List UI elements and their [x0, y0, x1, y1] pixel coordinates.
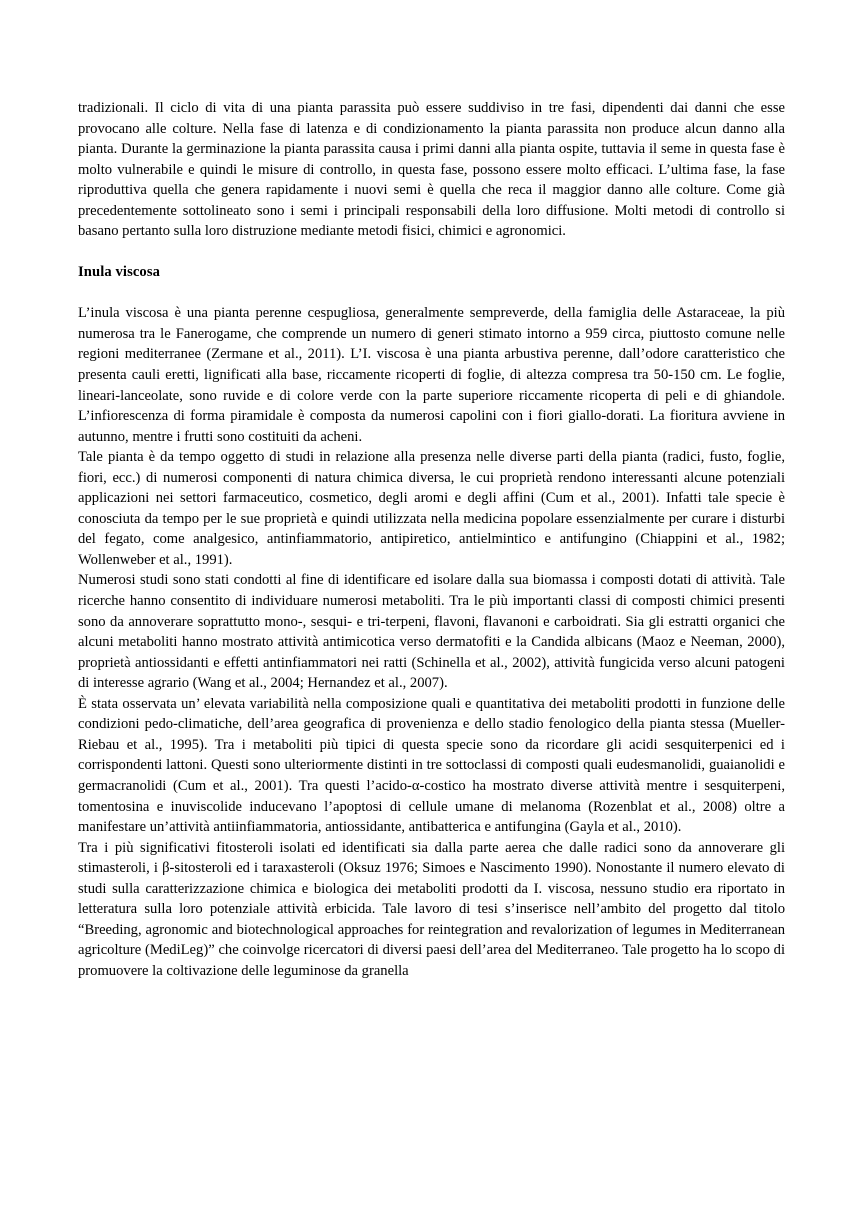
section-heading-inula-viscosa: Inula viscosa	[78, 264, 160, 281]
paragraph-variability-composition: È stata osservata un’ elevata variabilità nella composizione quali e quantitativa dei metaboliti prodotti in funzione delle condizioni pedo-climatiche, dell’area geografica di provenienza e dello stadio fenologico della pianta stessa (Mueller-Riebau et al., 1995). Tra i metaboliti più tipici di questa specie sono da ricordare gli acidi sesquiterpenici ed i corrispondenti lattoni. Questi sono ulteriormente distinti in tre sottoclassi di composti quali eudesmanolidi, guaianolidi e germacranolidi (Cum et al., 2001). Tra questi l’acido-α-costico ha mostrato diverse attività mentre i sesquiterpeni, tomentosina e inuviscolide inducevano l’apoptosi di cellule umane di melanoma (Rozenblat et al., 2008) oltre a manifestare un’attività antiinfiammatoria, antiossidante, antibatterica e antifungina (Gayla et al., 2010).	[78, 695, 785, 836]
paragraph-parasitic-plant-lifecycle: tradizionali. Il ciclo di vita di una pianta parassita può essere suddiviso in tre fasi, dipendenti dai danni che esse provocano alle colture. Nella fase di latenza e di condizionamento la pianta parassita non produce alcun danno alla pianta. Durante la germinazione la pianta parassita causa i primi danni alla pianta ospite, tuttavia il seme in questa fase è molto vulnerabile e quindi le misure di controllo, in questa fase, possono essere molto efficaci. L’ultima fase, la fase riproduttiva quella che genera rapidamente i nuovi semi è quella che reca il maggior danno alle colture. Come già precedentemente sottolineato sono i semi i principali responsabili della loro diffusione. Molti metodi di controllo si basano pertanto sulla loro distruzione mediante metodi fisici, chimici e agronomici.	[78, 100, 785, 240]
paragraph-metabolites-studies: Numerosi studi sono stati condotti al fine di identificare ed isolare dalla sua biomassa i composti dotati di attività. Tale ricerche hanno consentito di individuare numerosi metaboliti. Tra le più importanti classi di composti chimici presenti sono da annoverare soprattutto mono-, sesqui- e tri-terpeni, flavoni, flavanoni e carboidrati. Sia gli estratti organici che alcuni metaboliti hanno mostrato attività antimicotica verso dermatofiti e la Candida albicans (Maoz e Neeman, 2000), proprietà antiossidanti e effetti antinfiammatori nei ratti (Schinella et al., 2002), attività fungicida verso alcuni patogeni di interesse agrario (Wang et al., 2004; Hernandez et al., 2007).	[78, 572, 785, 692]
page-text-column	[78, 98, 785, 981]
paragraph-phytosterols-project: Tra i più significativi fitosteroli isolati ed identificati sia dalla parte aerea che dalle radici sono da annoverare gli stimasteroli, i β-sitosteroli ed i taraxasteroli (Oksuz 1976; Simoes e Nascimento 1990). Nonostante il numero elevato di studi sulla caratterizzazione chimica e biologica dei metaboliti prodotti da I. viscosa, nessuno studio era riportato in letteratura sulla loro potenziale attività erbicida. Tale lavoro di tesi s’inserisce nell’ambito del progetto dal titolo “Breeding, agronomic and biotechnological approaches for reintegration and revalorization of legumes in Mediterranean agricolture (MediLeg)” che coinvolge ricercatori di diversi paesi dell’area del Mediterraneo. Tale progetto ha lo scopo di promuovere la coltivazione delle leguminose da granella	[78, 839, 785, 979]
paragraph-chemical-components: Tale pianta è da tempo oggetto di studi in relazione alla presenza nelle diverse parti della pianta (radici, fusto, foglie, fiori, ecc.) di numerosi componenti di natura chimica diversa, le cui proprietà rendono interessanti alcune potenziali applicazioni nei settori farmaceutico, cosmetico, degli aromi e degli affini (Cum et al., 2001). Infatti tale specie è conosciuta da tempo per le sue proprietà e quindi utilizzata nella medicina popolare essenzialmente per curare i disturbi del fegato, come analgesico, antinfiammatorio, antipiretico, antielmintico e antifungino (Chiappini et al., 1982; Wollenweber et al., 1991).	[78, 449, 785, 568]
paragraph-inula-description: L’inula viscosa è una pianta perenne cespugliosa, generalmente sempreverde, della famiglia delle Astaraceae, la più numerosa tra le Fanerogame, che comprende un numero di generi stimato intorno a 959 circa, piuttosto comune nelle regioni mediterranee (Zermane et al., 2011). L’I. viscosa è una pianta arbustiva perenne, dall’odore caratteristico che presenta cauli eretti, lignificati alla base, riccamente ricoperti di foglie, di altezza compresa tra 50-150 cm. Le foglie, lineari-lanceolate, sono ruvide e di colore verde con la parte superiore riccamente ricoperta di peli e di ghiandole. L’infiorescenza di forma piramidale è composta da numerosi capolini con i fiori giallo-dorati. La fioritura avviene in autunno, mentre i frutti sono costituiti da acheni.	[78, 305, 785, 445]
